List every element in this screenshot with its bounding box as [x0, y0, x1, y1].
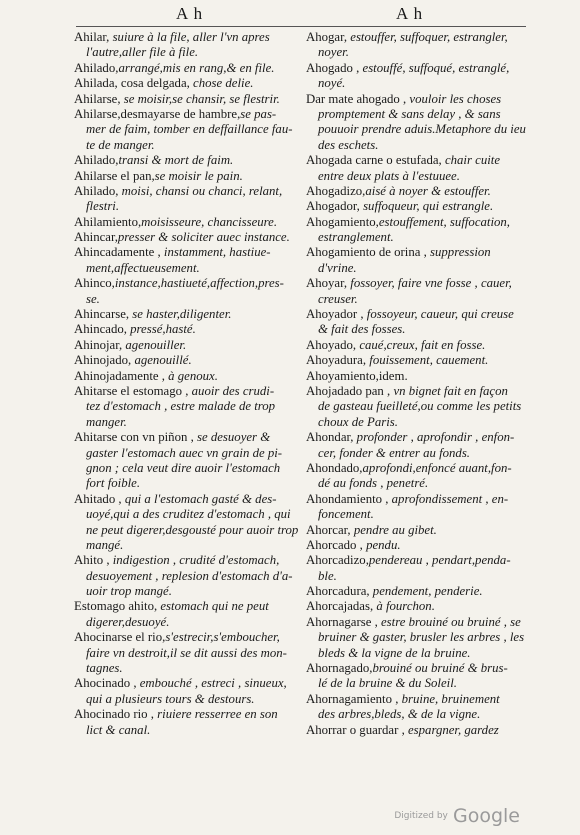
gloss: dé au fonds , penetré.	[318, 476, 429, 491]
gloss: bleds & la vigne de la bruine.	[318, 645, 471, 660]
running-head-left: A h	[176, 4, 204, 23]
entry-line	[306, 476, 528, 491]
headword: Ahoyar,	[306, 276, 351, 291]
entry-line	[74, 538, 302, 553]
entry-line	[306, 369, 528, 384]
gloss: estouffé, suffoqué, estranglé,	[362, 60, 510, 75]
headword: Ahornagado,	[306, 661, 373, 676]
headword: Ahogado ,	[306, 60, 363, 75]
entry-line	[306, 92, 528, 107]
headword: Ahorrar o guardar ,	[306, 722, 408, 737]
entry-line	[306, 122, 528, 137]
headword: Ahogamiento de orina ,	[306, 245, 431, 260]
gloss: embouché , estreci , sinueux,	[139, 676, 287, 691]
headword: Ahilada, cosa delgada,	[74, 76, 194, 91]
headword: Ahilar,	[74, 30, 113, 44]
gloss: vn bignet fait en façon	[393, 383, 508, 398]
headword: Ahocinado ,	[74, 676, 140, 691]
entry-line	[74, 45, 302, 60]
gloss: tez d'estomach , estre malade de trop	[86, 399, 276, 414]
entry-line	[306, 338, 528, 353]
watermark-logo: Google	[452, 805, 520, 827]
entry-line	[74, 661, 302, 676]
entry-line	[74, 184, 302, 199]
headword: Ahorcadizo,	[306, 553, 369, 568]
gloss: ne peut digerer,desgousté pour auoir trop	[86, 522, 299, 537]
gloss: agenouillé.	[134, 353, 192, 368]
headword: Estomago ahito,	[74, 599, 161, 614]
entry-line	[306, 461, 528, 476]
entry-line	[74, 30, 302, 45]
entry-line	[306, 45, 528, 60]
entry-line	[306, 76, 528, 91]
entry-line	[306, 446, 528, 461]
gloss: te de manger.	[86, 137, 155, 152]
entry-line	[74, 630, 302, 645]
gloss: pendu.	[366, 537, 401, 552]
headword: Ahogamiento,	[306, 214, 379, 229]
gloss: mangé.	[86, 537, 124, 552]
headword: Ahincado,	[74, 322, 131, 337]
watermark-prefix: Digitized by	[394, 811, 448, 821]
gloss: se pas-	[240, 106, 277, 121]
digitized-watermark	[394, 805, 520, 827]
gloss: desuoyement , replesion d'estomach d'a-	[86, 568, 293, 583]
entry-line	[74, 461, 302, 476]
entry-line	[74, 153, 302, 168]
gloss: se haster,diligenter.	[132, 307, 232, 322]
gloss: s'estrecir,s'emboucher,	[165, 630, 280, 645]
gloss: estomach qui ne peut	[160, 599, 269, 614]
headword: Ahincarse,	[74, 307, 133, 322]
headword: Ahoyamiento,idem.	[306, 368, 408, 383]
gloss: fossoyeur, caueur, qui creuse	[366, 307, 514, 322]
gloss: noyé.	[318, 76, 346, 91]
entry-line	[306, 215, 528, 230]
gloss: chair cuite	[444, 153, 501, 168]
entry-line	[306, 507, 528, 522]
headword: Ahornagarse ,	[306, 614, 381, 629]
headword: Ahondar,	[306, 430, 357, 445]
gloss: aisé à noyer & estouffer.	[365, 183, 491, 198]
entry-line	[306, 61, 528, 76]
entry-line	[306, 707, 528, 722]
gloss: agenouiller.	[125, 337, 187, 352]
gloss: pressé,hasté.	[130, 322, 196, 337]
gloss: moisi, chansi ou chanci, relant,	[121, 183, 283, 198]
headword: Ahorcado ,	[306, 537, 367, 552]
headword: Dar mate ahogado ,	[306, 91, 410, 106]
headword: Ahincar,	[74, 230, 118, 245]
entry-line	[74, 723, 302, 738]
entry-line	[306, 646, 528, 661]
gloss: moisisseure, chancisseure.	[141, 214, 278, 229]
headword: Ahincadamente ,	[74, 245, 164, 260]
entry-line	[306, 569, 528, 584]
gloss: qui a l'estomach gasté & des-	[124, 491, 277, 506]
entry-line	[306, 245, 528, 260]
gloss: presser & soliciter auec instance.	[117, 230, 290, 245]
gloss: fossoyer, faire vne fosse , cauer,	[350, 276, 512, 291]
entry-line	[306, 353, 528, 368]
entry-line	[74, 569, 302, 584]
gloss: se moisir,se chansir, se flestrir.	[123, 91, 280, 106]
entry-line	[74, 307, 302, 322]
headword: Ahocinarse el rio,	[74, 630, 166, 645]
gloss: uoyé,qui a des cruditez d'estomach , qui	[86, 507, 291, 522]
gloss: suiure à la file, aller l'vn apres	[112, 30, 270, 44]
gloss: se desuoyer &	[196, 430, 271, 445]
entry-line	[74, 107, 302, 122]
headword: Ahoyado,	[306, 337, 360, 352]
gloss: promptement & sans delay , & sans	[318, 106, 501, 121]
gloss: transi & mort de faim.	[118, 153, 234, 168]
gloss: à fourchon.	[376, 599, 435, 614]
entry-line	[306, 199, 528, 214]
gloss: pendre au gibet.	[353, 522, 437, 537]
gloss: entre deux plats à l'estuuee.	[318, 168, 460, 183]
entry-line	[74, 430, 302, 445]
gloss: de gasteau fueilleté,ou comme les petits	[318, 399, 522, 414]
entry-line	[74, 369, 302, 384]
headword: Ahoyadura,	[306, 353, 370, 368]
running-head-right: A h	[396, 4, 424, 23]
entry-line	[306, 630, 528, 645]
entry-line	[306, 615, 528, 630]
entry-line	[306, 169, 528, 184]
gloss: fouissement, cauement.	[369, 353, 489, 368]
headword: Ahojadado pan ,	[306, 383, 394, 398]
gloss: cer, fonder & entrer au fonds.	[318, 445, 471, 460]
gloss: foncement.	[318, 507, 374, 522]
entry-line	[306, 553, 528, 568]
gloss: aprofondi,enfoncé auant,fon-	[362, 460, 512, 475]
entry-line	[306, 153, 528, 168]
entry-line	[74, 523, 302, 538]
headword: Ahogar,	[306, 30, 351, 44]
entry-line	[306, 661, 528, 676]
entry-line	[306, 138, 528, 153]
headword: Ahoyador ,	[306, 307, 367, 322]
entry-line	[74, 169, 302, 184]
entry-line	[306, 184, 528, 199]
entry-line	[74, 353, 302, 368]
entry-line	[74, 584, 302, 599]
gloss: arrangé,mis en rang,& en file.	[118, 60, 275, 75]
headword: Ahilarse el pan,	[74, 168, 155, 183]
gloss: instance,hastiueté,affection,pres-	[114, 276, 284, 291]
entry-line	[74, 230, 302, 245]
headword: Ahinojar,	[74, 337, 126, 352]
entry-line	[74, 692, 302, 707]
headword: Ahilarse,	[74, 91, 124, 106]
entry-line	[306, 292, 528, 307]
headword: Ahinco,	[74, 276, 115, 291]
headword: Ahilado,	[74, 153, 119, 168]
entry-line	[306, 538, 528, 553]
entry-line	[74, 615, 302, 630]
headword: Ahornagamiento ,	[306, 691, 402, 706]
entry-line	[74, 276, 302, 291]
gloss: des eschets.	[318, 137, 379, 152]
entry-line	[74, 553, 302, 568]
gloss: vouloir les choses	[409, 91, 502, 106]
entry-line	[306, 723, 528, 738]
entry-line	[74, 122, 302, 137]
entry-line	[74, 707, 302, 722]
gloss: l'autre,aller file à file.	[86, 45, 199, 60]
gloss: estre brouiné ou bruiné , se	[380, 614, 521, 629]
headword: Ahitado ,	[74, 491, 125, 506]
gloss: pendement, penderie.	[372, 584, 483, 599]
gloss: faire vn destroit,il se dit aussi des mon-	[86, 645, 287, 660]
gloss: choux de Paris.	[318, 414, 398, 429]
entry-line	[74, 322, 302, 337]
entry-line	[74, 338, 302, 353]
entry-line	[306, 107, 528, 122]
entry-line	[306, 276, 528, 291]
entry-line	[306, 676, 528, 691]
headword: Ahitarse el estomago ,	[74, 383, 192, 398]
header-rule	[76, 26, 526, 27]
headword: Ahilarse,desmayarse de hambre,	[74, 106, 241, 121]
gloss: & fait des fosses.	[318, 322, 406, 337]
gloss: flestri.	[86, 199, 120, 214]
headword: Ahilamiento,	[74, 214, 142, 229]
entry-line	[74, 138, 302, 153]
entry-line	[306, 399, 528, 414]
gloss: gnon ; cela veut dire auoir l'estomach	[86, 460, 281, 475]
gloss: instamment, hastiue-	[163, 245, 271, 260]
gloss: suffoqueur, qui estrangle.	[363, 199, 494, 214]
gloss: espargner, gardez	[407, 722, 499, 737]
gloss: à genoux.	[168, 368, 218, 383]
entry-line	[306, 492, 528, 507]
entry-line	[306, 523, 528, 538]
entry-line	[306, 230, 528, 245]
gloss: ble.	[318, 568, 337, 583]
gloss: creuser.	[318, 291, 358, 306]
gloss: aprofondissement , en-	[391, 491, 509, 506]
gloss: uoir trop mangé.	[86, 584, 172, 599]
gloss: lé de la bruine & du Soleil.	[318, 676, 457, 691]
headword: Ahogada carne o estufada,	[306, 153, 445, 168]
entry-line	[74, 199, 302, 214]
gloss: digerer,desuoyé.	[86, 614, 170, 629]
entry-line	[306, 322, 528, 337]
gloss: se moisir le pain.	[154, 168, 243, 183]
gloss: estranglement.	[318, 230, 394, 245]
gloss: se.	[86, 291, 100, 306]
gloss: indigestion , crudité d'estomach,	[112, 553, 280, 568]
entry-line	[74, 599, 302, 614]
entry-line	[306, 307, 528, 322]
gloss: ment,affectueusement.	[86, 260, 200, 275]
gloss: bruine, bruinement	[401, 691, 500, 706]
headword: Ahorcar,	[306, 522, 354, 537]
entry-line	[74, 415, 302, 430]
headword: Ahogadizo,	[306, 183, 366, 198]
gloss: auoir des crudi-	[191, 383, 275, 398]
left-column	[74, 30, 302, 738]
headword: Ahondado,	[306, 460, 363, 475]
gloss: brouiné ou bruiné & brus-	[372, 661, 508, 676]
entry-line	[74, 492, 302, 507]
entry-line	[74, 676, 302, 691]
headword: Ahito ,	[74, 553, 113, 568]
gloss: gaster l'estomach auec vn grain de pi-	[86, 445, 283, 460]
headword: Ahorcajadas,	[306, 599, 377, 614]
entry-line	[74, 245, 302, 260]
entry-line	[74, 446, 302, 461]
entry-line	[306, 430, 528, 445]
headword: Ahinojadamente ,	[74, 368, 169, 383]
gloss: caué,creux, fait en fosse.	[359, 337, 486, 352]
entry-line	[306, 692, 528, 707]
entry-line	[74, 261, 302, 276]
headword: Ahondamiento ,	[306, 491, 392, 506]
headword: Ahinojado,	[74, 353, 135, 368]
entry-line	[74, 92, 302, 107]
gloss: estouffement, suffocation,	[378, 214, 511, 229]
entry-line	[74, 476, 302, 491]
gloss: noyer.	[318, 45, 349, 60]
gloss: des arbres,bleds, & de la vigne.	[318, 707, 481, 722]
entry-line	[306, 384, 528, 399]
gloss: manger.	[86, 414, 127, 429]
gloss: d'vrine.	[318, 260, 357, 275]
entry-line	[74, 507, 302, 522]
gloss: estouffer, suffoquer, estrangler,	[350, 30, 508, 44]
entry-line	[74, 399, 302, 414]
headword: Ahorcadura,	[306, 584, 373, 599]
entry-line	[306, 415, 528, 430]
headword: Ahogador,	[306, 199, 364, 214]
gloss: fort foible.	[86, 476, 141, 491]
headword: Ahitarse con vn piñon ,	[74, 430, 197, 445]
entry-line	[306, 599, 528, 614]
gloss: mer de faim, tomber en deffaillance fau-	[86, 122, 293, 137]
right-column	[306, 30, 528, 738]
gloss: lict & canal.	[86, 722, 151, 737]
gloss: qui a plusieurs tours & destours.	[86, 691, 255, 706]
entry-line	[74, 292, 302, 307]
entry-line	[306, 584, 528, 599]
headword: Ahilado,	[74, 60, 119, 75]
gloss: pendereau , pendart,penda-	[368, 553, 511, 568]
gloss: bruiner & gaster, brusler les arbres , les	[318, 630, 525, 645]
entry-line	[74, 384, 302, 399]
gloss: tagnes.	[86, 661, 123, 676]
entry-line	[306, 261, 528, 276]
headword: Ahocinado rio ,	[74, 707, 158, 722]
entry-line	[306, 30, 528, 45]
entry-line	[74, 61, 302, 76]
entry-line	[74, 76, 302, 91]
gloss: profonder , aprofondir , enfon-	[356, 430, 515, 445]
gloss: riuiere resserree en son	[157, 707, 278, 722]
gloss: chose delie.	[193, 76, 254, 91]
entry-line	[74, 215, 302, 230]
gloss: pouuoir prendre aduis.Metaphore du ieu	[318, 122, 526, 137]
entry-line	[74, 646, 302, 661]
headword: Ahilado,	[74, 183, 122, 198]
gloss: suppression	[430, 245, 491, 260]
